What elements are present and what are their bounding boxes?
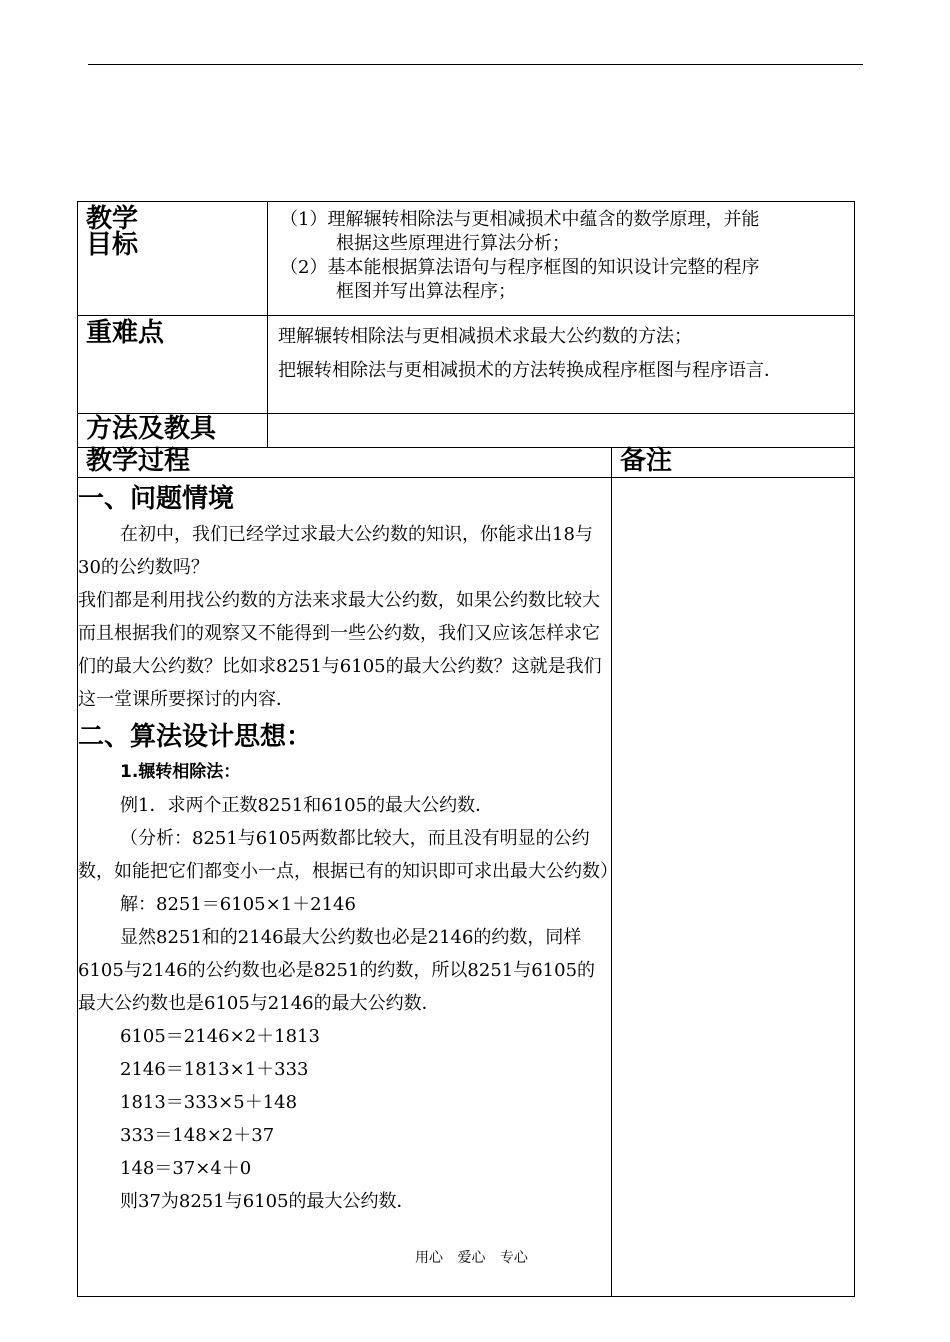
goals-label: 教学目标 (86, 204, 139, 260)
method-label: 方法及教具 (86, 414, 217, 444)
equation-3: 1813＝333×5＋148 (120, 1092, 298, 1113)
key-label-cell (78, 316, 268, 414)
process-content-cell (78, 478, 618, 1297)
method-label-cell (78, 414, 268, 448)
key-label: 重难点 (86, 318, 165, 348)
notes-label: 备注 (620, 446, 673, 476)
goals-text (268, 202, 854, 304)
s1-paragraph-2: 我们都是利用找公约数的方法来求最大公约数，如果公约数比较大而且根据我们的观察又不能得到一些公约数，我们又应该怎样求它们的最大公约数？比如求8251与6105的最大公约数？这就是我们这一堂课所要探讨的内容． (78, 590, 602, 710)
notes-content-cell (612, 478, 855, 1297)
header-rule (88, 64, 863, 65)
key-text (268, 316, 854, 388)
equation-4: 333＝148×2＋37 (120, 1125, 275, 1146)
key-line-2: 把辗转相除法与更相减损术的方法转换成程序框图与程序语言． (278, 360, 782, 381)
analysis-text: （分析：8251与6105两数都比较大，而且没有明显的公约数，如能把它们都变小一点，根据已有的知识即可求出最大公约数） (78, 828, 618, 882)
key-content-cell (268, 316, 855, 414)
goal-line-3: （2）基本能根据算法语句与程序框图的知识设计完整的程序 (280, 257, 760, 278)
notes-label-cell (612, 448, 855, 478)
key-points-row (78, 316, 855, 414)
subsection-euclid: 1.辗转相除法： (120, 762, 241, 782)
goal-line-1: （1）理解辗转相除法与更相减损术中蕴含的数学原理，并能 (280, 209, 760, 230)
s1-paragraph-1: 在初中，我们已经学过求最大公约数的知识，你能求出18与30的公约数吗？ (78, 524, 593, 578)
goals-label-cell (78, 202, 268, 316)
section1-title: 一、问题情境 (78, 484, 235, 514)
method-value-cell (268, 414, 855, 448)
process-label: 教学过程 (86, 446, 191, 476)
equation-5: 148＝37×4＋0 (120, 1158, 252, 1179)
goals-content-cell (268, 202, 855, 316)
lesson-plan-table (77, 201, 855, 1297)
key-line-1: 理解辗转相除法与更相减损术求最大公约数的方法； (278, 326, 692, 347)
goal-line-2: 根据这些原理进行算法分析； (336, 233, 570, 254)
solution-line: 解：8251＝6105×1＋2146 (120, 894, 356, 915)
goals-row (78, 202, 855, 316)
equation-2: 2146＝1813×1＋333 (120, 1059, 309, 1080)
explanation-text: 显然8251和的2146最大公约数也必是2146的约数，同样6105与2146的公约数也必是8251的约数，所以8251与6105的最大公约数也是6105与2146的最大公约数． (78, 927, 596, 1014)
section2-title: 二、算法设计思想： (78, 722, 313, 752)
process-label-cell (78, 448, 612, 478)
process-body-row (78, 478, 855, 1297)
equation-1: 6105＝2146×2＋1813 (120, 1026, 320, 1047)
process-header-row (78, 448, 855, 478)
example-1: 例1．求两个正数8251和6105的最大公约数． (120, 795, 494, 816)
conclusion-line: 则37为8251与6105的最大公约数． (120, 1191, 415, 1212)
page-footer: 用心 爱心 专心 (415, 1247, 528, 1267)
goal-line-4: 框图并写出算法程序； (336, 281, 516, 302)
method-row (78, 414, 855, 448)
